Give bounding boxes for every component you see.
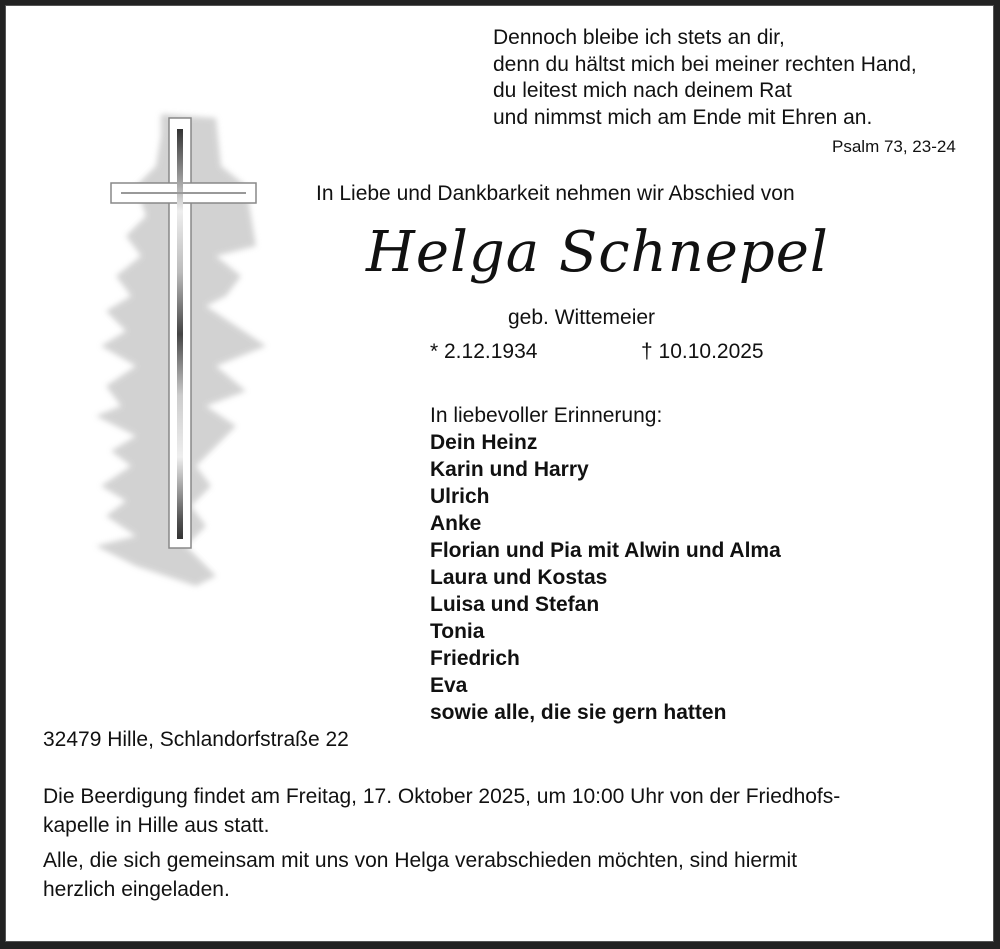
maiden-name: geb. Wittemeier bbox=[508, 306, 656, 329]
cross-icon bbox=[66, 106, 286, 666]
obituary-notice bbox=[5, 5, 994, 942]
psalm-line: denn du hältst mich bei meiner rechten Hand, bbox=[493, 52, 917, 76]
psalm-reference: Psalm 73, 23-24 bbox=[832, 137, 956, 156]
invitation-text bbox=[43, 846, 973, 904]
mourners-list bbox=[430, 402, 781, 726]
mourner: Ulrich bbox=[430, 485, 490, 508]
mourner: Laura und Kostas bbox=[430, 566, 608, 589]
psalm-line: du leitest mich nach deinem Rat bbox=[493, 79, 792, 102]
mourner: Dein Heinz bbox=[430, 431, 538, 454]
funeral-line: Die Beerdigung findet am Freitag, 17. Oktober 2025, um 10:00 Uhr von der Friedhofs- bbox=[43, 785, 841, 808]
mourners-heading: In liebevoller Erinnerung: bbox=[430, 404, 663, 427]
psalm-quote bbox=[493, 25, 917, 131]
deceased-name: Helga Schnepel bbox=[366, 220, 829, 285]
intro-text: In Liebe und Dankbarkeit nehmen wir Abschied von bbox=[316, 182, 795, 205]
invitation-line: herzlich eingeladen. bbox=[43, 878, 230, 901]
mourner: Florian und Pia mit Alwin und Alma bbox=[430, 539, 781, 562]
mourner: Friedrich bbox=[430, 647, 520, 670]
mourner: Tonia bbox=[430, 620, 485, 643]
funeral-details bbox=[43, 782, 973, 840]
mourner: Anke bbox=[430, 512, 482, 535]
mourner: Eva bbox=[430, 674, 468, 697]
birth-date: * 2.12.1934 bbox=[430, 340, 538, 363]
psalm-line: und nimmst mich am Ende mit Ehren an. bbox=[493, 105, 873, 129]
mourner: Karin und Harry bbox=[430, 458, 589, 481]
psalm-line: Dennoch bleibe ich stets an dir, bbox=[493, 26, 785, 49]
invitation-line: Alle, die sich gemeinsam mit uns von Helga verabschieden möchten, sind hiermit bbox=[43, 849, 798, 872]
family-address: 32479 Hille, Schlandorfstraße 22 bbox=[43, 728, 349, 751]
funeral-line: kapelle in Hille aus statt. bbox=[43, 814, 270, 837]
death-date: † 10.10.2025 bbox=[641, 340, 764, 363]
mourner: Luisa und Stefan bbox=[430, 593, 600, 616]
mourner: sowie alle, die sie gern hatten bbox=[430, 701, 727, 724]
